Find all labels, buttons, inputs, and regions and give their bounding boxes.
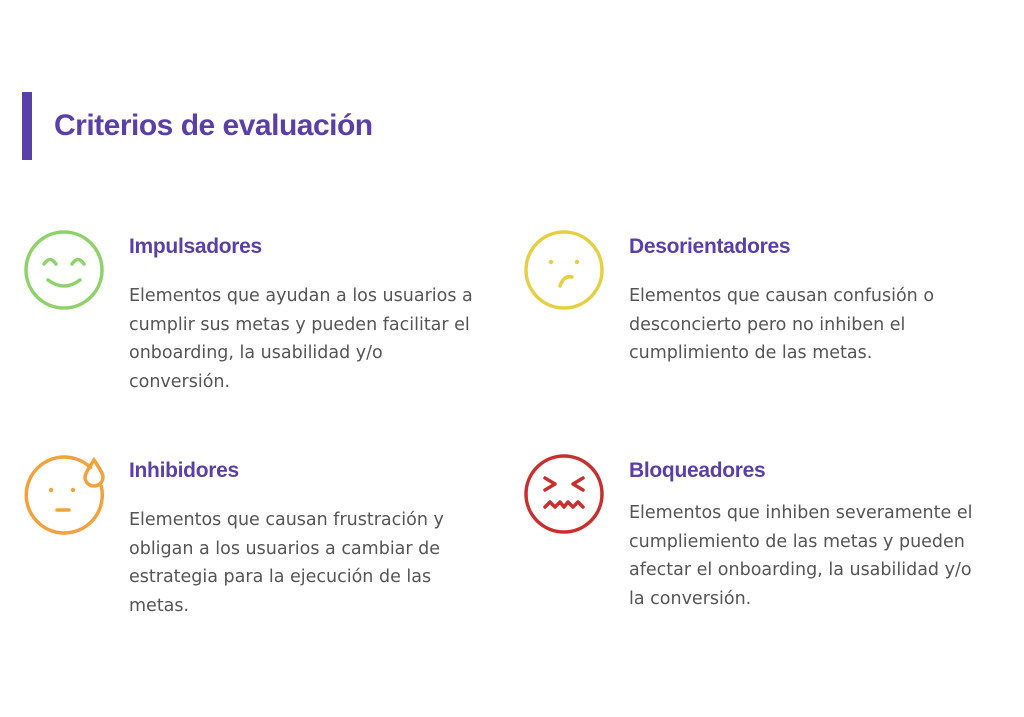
distressed-face-icon bbox=[522, 452, 606, 536]
criterion-heading: Desorientadores bbox=[629, 235, 791, 258]
criterion-description: Elementos que inhiben severamente el cumpliemiento de las metas y pueden afectar el onboarding, la usabilidad y/o la conversión. bbox=[629, 503, 973, 609]
criterion-description: Elementos que causan confusión o desconcierto pero no inhiben el cumplimiento de las metas. bbox=[629, 286, 935, 363]
confused-face-icon bbox=[522, 228, 606, 312]
criterion-heading: Bloqueadores bbox=[629, 459, 766, 482]
page-title: Criterios de evaluación bbox=[54, 109, 373, 142]
criterion-description: Elementos que ayudan a los usuarios a cumplir sus metas y pueden facilitar el onboarding, la usabilidad y/o conversión. bbox=[129, 286, 473, 392]
sweating-face-icon bbox=[22, 452, 106, 536]
criterion-description: Elementos que causan frustración y obligan a los usuarios a cambiar de estrategia para la ejecución de las metas. bbox=[129, 510, 444, 616]
smiling-face-icon bbox=[22, 228, 106, 312]
criterion-heading: Inhibidores bbox=[129, 459, 239, 482]
title-accent-bar bbox=[22, 92, 32, 160]
criterion-heading: Impulsadores bbox=[129, 235, 262, 258]
